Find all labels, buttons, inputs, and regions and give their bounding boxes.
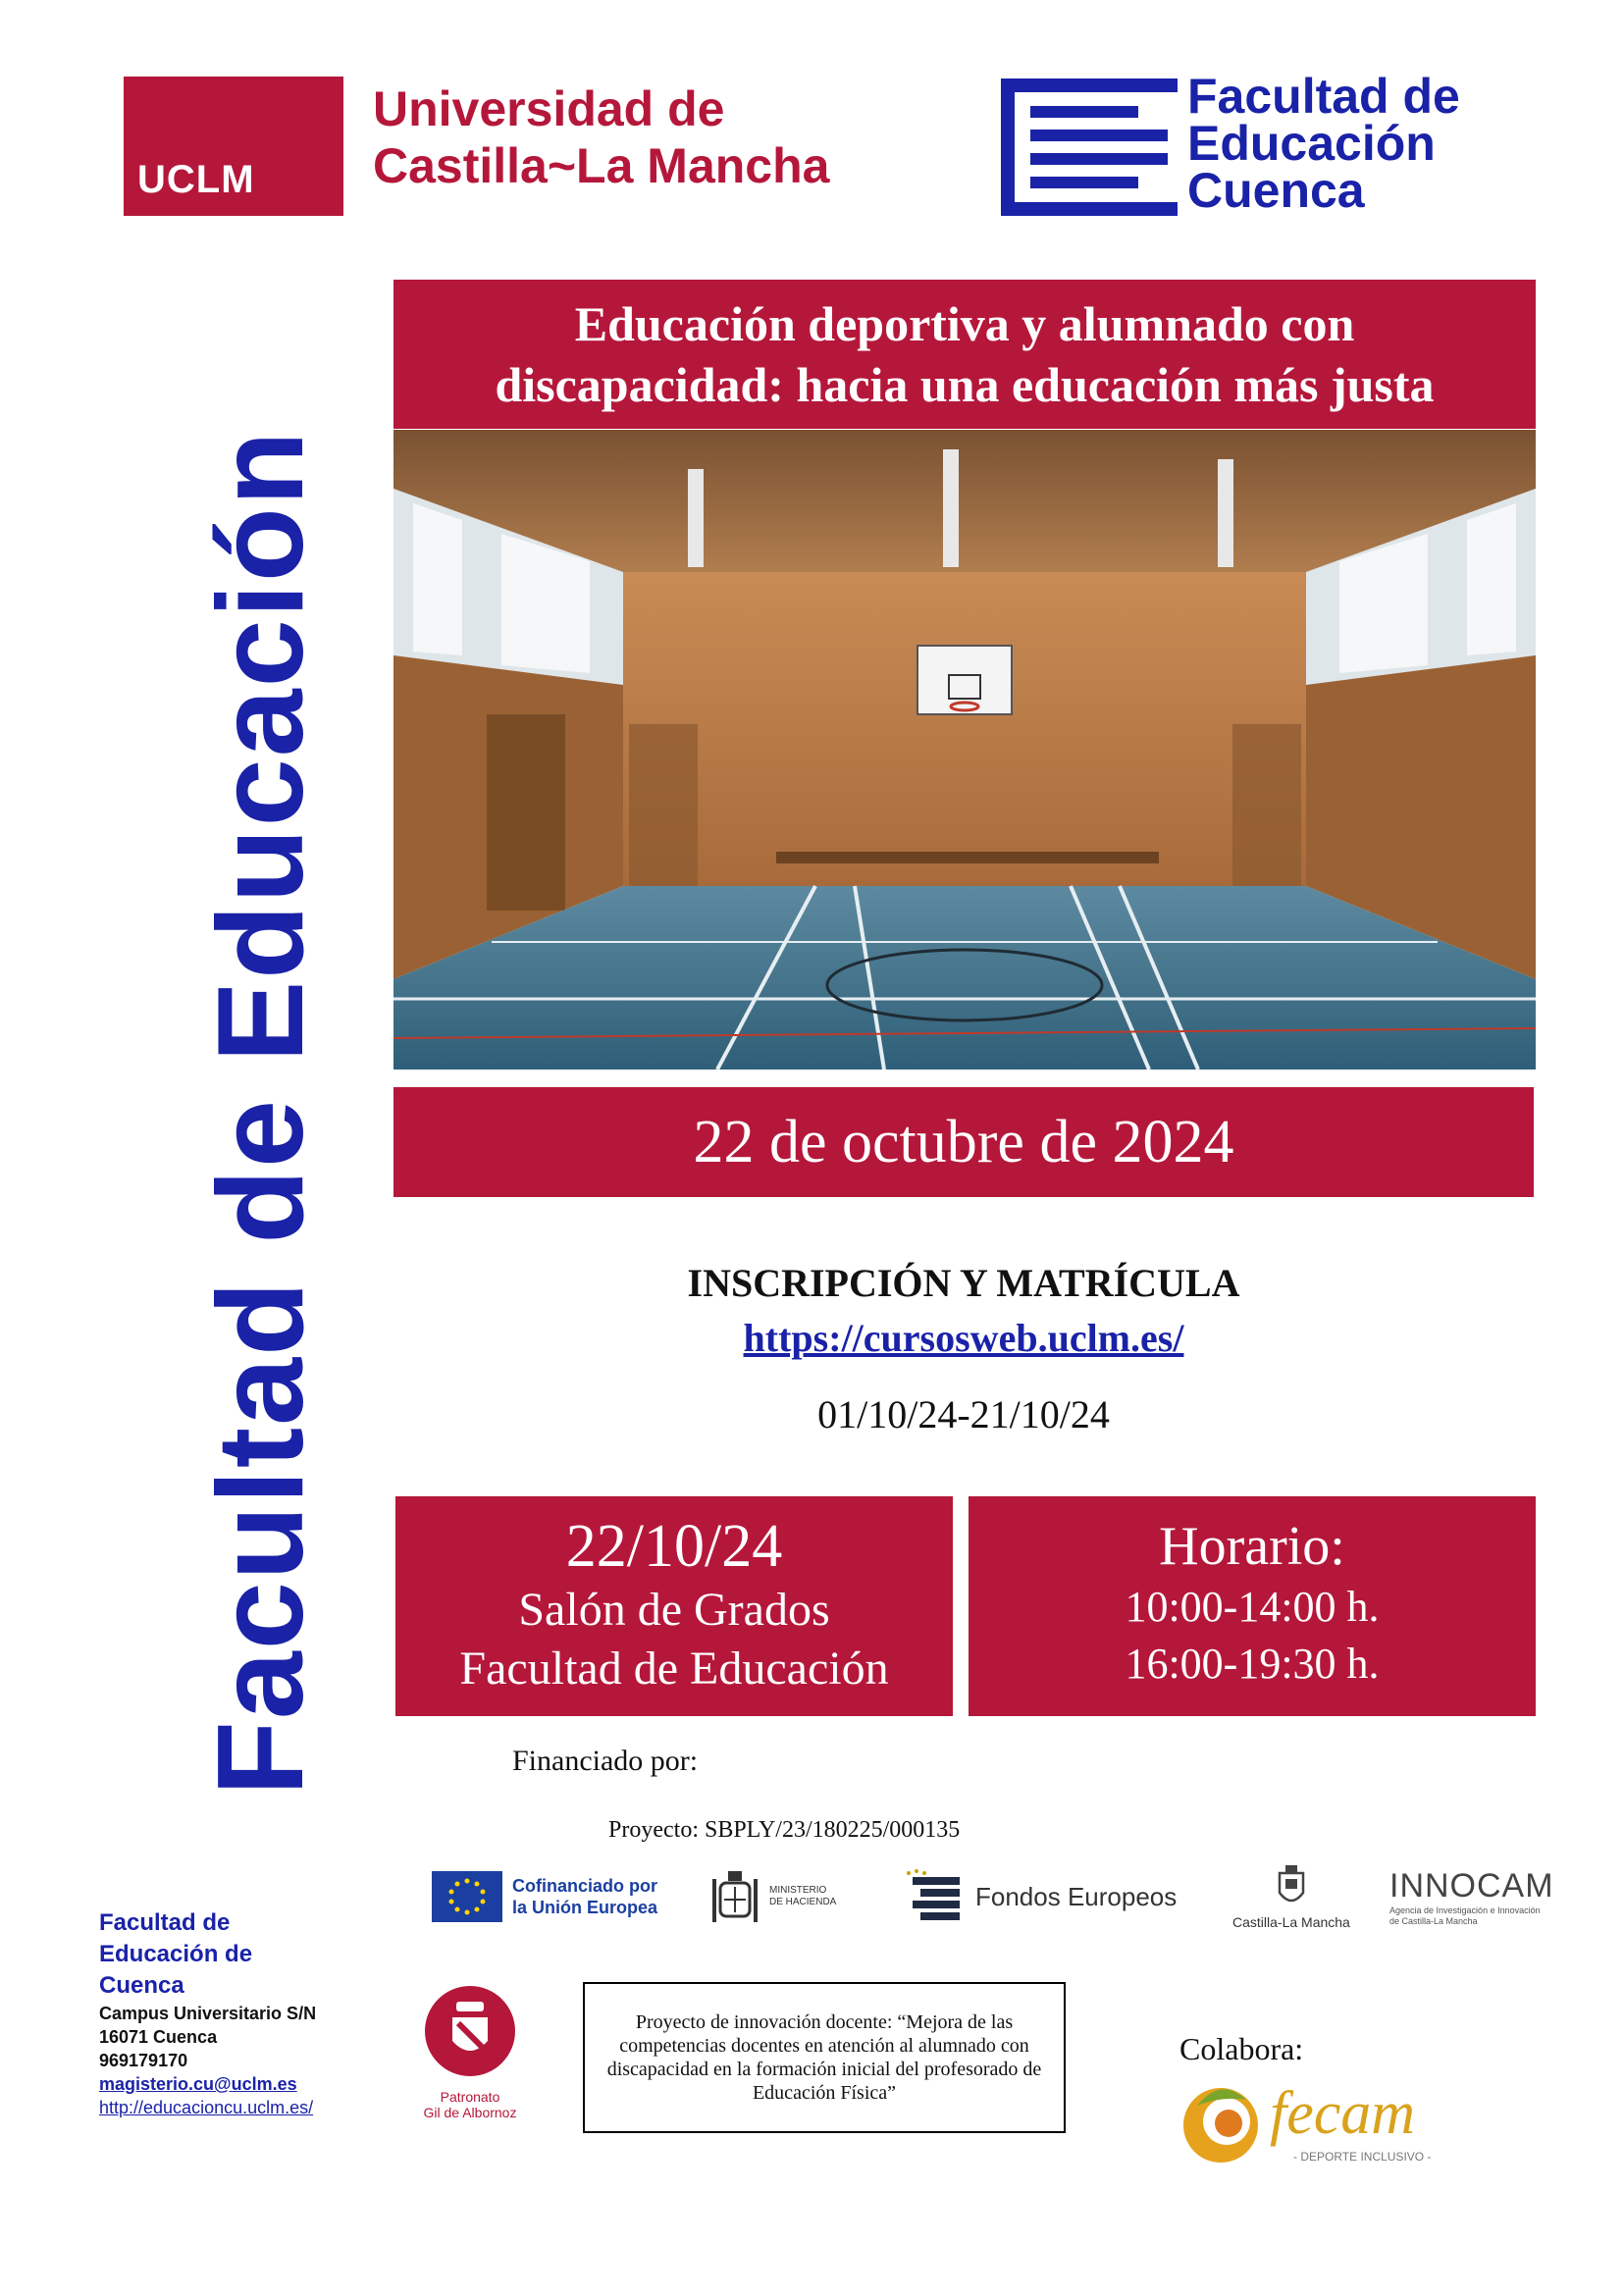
ministerio-text: MINISTERIO xyxy=(769,1885,827,1896)
contact-web-link[interactable]: http://educacioncu.uclm.es/ xyxy=(99,2098,314,2117)
university-name-line: Universidad de xyxy=(373,81,725,136)
fecam-tagline: - DEPORTE INCLUSIVO - xyxy=(1293,2150,1432,2164)
uclm-logo-text: UCLM xyxy=(137,158,255,201)
patronato-logo xyxy=(416,1984,524,2120)
contact-name-line: Educación de xyxy=(99,1941,253,1967)
eu-logo-text: Cofinanciado por xyxy=(512,1876,657,1896)
fondos-europeos-logo xyxy=(903,1862,1177,1931)
university-name xyxy=(373,80,829,194)
eu-cofinanced-logo xyxy=(432,1862,657,1931)
innovation-project-box: Proyecto de innovación docente: “Mejora de las competencias docentes en atención al alumnado con discapacidad en la formación inicial del profesorado de Educación Física” xyxy=(583,1982,1066,2133)
schedule-time: 10:00-14:00 h. xyxy=(1125,1583,1380,1631)
venue-box xyxy=(395,1496,953,1716)
contact-address: Campus Universitario S/N xyxy=(99,2004,317,2023)
innocam-text: INNOCAM xyxy=(1389,1866,1554,1905)
project-code: Proyecto: SBPLY/23/180225/000135 xyxy=(608,1817,961,1843)
uclm-logo xyxy=(124,77,343,216)
innocam-logo xyxy=(1389,1862,1554,1931)
contact-block xyxy=(99,1907,316,2119)
event-title-line: Educación deportiva y alumnado con xyxy=(574,296,1355,351)
side-title: Facultad de Educación xyxy=(193,429,329,1796)
venue-date: 22/10/24 xyxy=(565,1513,783,1580)
patronato-text: Gil de Albornoz xyxy=(423,2105,517,2120)
ministerio-text: DE HACIENDA xyxy=(769,1897,837,1907)
contact-email-link[interactable]: magisterio.cu@uclm.es xyxy=(99,2074,297,2094)
eu-flag-icon xyxy=(432,1871,502,1922)
registration-period: 01/10/24-21/10/24 xyxy=(817,1392,1110,1436)
fecam-logo-text: fecam xyxy=(1270,2080,1416,2147)
contact-phone: 969179170 xyxy=(99,2051,188,2070)
event-title-line: discapacidad: hacia una educación más justa xyxy=(495,357,1435,412)
facultad-name-line: Educación xyxy=(1187,116,1436,171)
spanish-coat-of-arms-icon xyxy=(710,1867,760,1926)
innocam-subtext: Agencia de Investigación e Innovación xyxy=(1389,1905,1541,1915)
fondos-europeos-text: Fondos Europeos xyxy=(975,1881,1178,1911)
registration-link[interactable]: https://cursosweb.uclm.es/ xyxy=(743,1316,1184,1360)
date-banner: 22 de octubre de 2024 xyxy=(393,1087,1534,1197)
patronato-text: Patronato xyxy=(440,2089,500,2105)
gymnasium-photo xyxy=(393,430,1536,1070)
clm-text: Castilla-La Mancha xyxy=(1232,1914,1350,1930)
schedule-box xyxy=(969,1496,1536,1716)
schedule-label: Horario: xyxy=(1159,1516,1345,1577)
event-title-banner xyxy=(393,280,1536,429)
ministerio-hacienda-logo xyxy=(710,1862,836,1931)
registration-link-wrapper xyxy=(393,1315,1534,1361)
colabora-label: Colabora: xyxy=(1179,2031,1304,2066)
eu-logo-text: la Unión Europea xyxy=(512,1898,658,1917)
schedule-time: 16:00-19:30 h. xyxy=(1125,1640,1380,1688)
castilla-la-mancha-logo xyxy=(1232,1862,1350,1931)
contact-city: 16071 Cuenca xyxy=(99,2027,218,2047)
venue-place-line: Facultad de Educación xyxy=(459,1643,889,1695)
facultad-name xyxy=(1187,69,1460,218)
clm-coat-of-arms-icon xyxy=(1272,1863,1311,1910)
facultad-logo-icon xyxy=(1001,78,1178,216)
university-name-line: Castilla~La Mancha xyxy=(373,138,830,193)
registration-heading: INSCRIPCIÓN Y MATRÍCULA xyxy=(687,1261,1240,1305)
facultad-name-line: Facultad de xyxy=(1187,69,1460,124)
facultad-name-line: Cuenca xyxy=(1187,163,1365,218)
funding-label: Financiado por: xyxy=(512,1745,699,1777)
fondos-europeos-icon xyxy=(903,1869,966,1924)
innocam-subtext: de Castilla-La Mancha xyxy=(1389,1915,1478,1926)
venue-place-line: Salón de Grados xyxy=(518,1584,830,1636)
contact-name-line: Cuenca xyxy=(99,1972,184,1999)
contact-name-line: Facultad de xyxy=(99,1909,231,1936)
patronato-seal-icon xyxy=(423,1984,517,2078)
fecam-logo-icon xyxy=(1178,2076,1472,2174)
fecam-logo xyxy=(1178,2076,1472,2174)
